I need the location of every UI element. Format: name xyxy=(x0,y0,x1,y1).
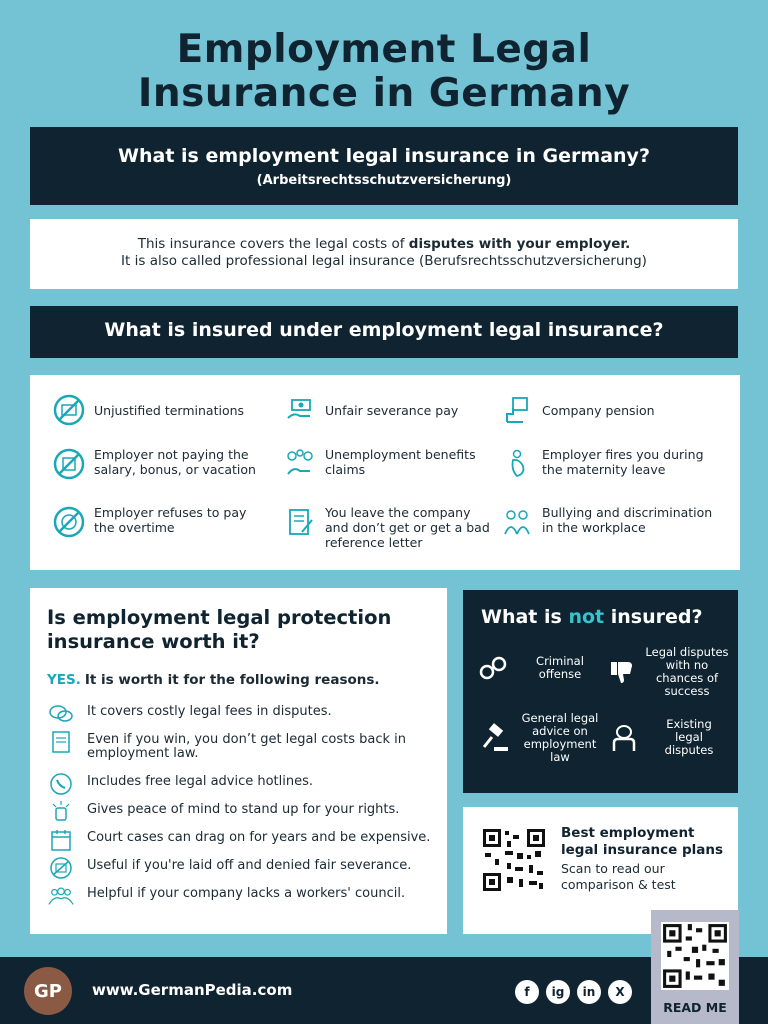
pregnancy-icon xyxy=(500,447,534,481)
worth-box xyxy=(30,588,447,934)
insured-item: Employer refuses to pay the overtime xyxy=(52,505,267,539)
not-insured-item: Criminal offense xyxy=(477,652,599,684)
insured-item: Bullying and discrimination in the workplace xyxy=(500,505,725,539)
reasons-list xyxy=(47,702,442,912)
phone-icon xyxy=(47,772,75,796)
pension-icon xyxy=(500,393,534,427)
insured-grid xyxy=(30,375,740,570)
chat-icon xyxy=(47,702,75,726)
read-me-card[interactable] xyxy=(651,910,739,1024)
gavel-icon xyxy=(479,722,511,754)
list-item: It covers costly legal fees in disputes. xyxy=(47,702,442,730)
not-insured-heading: What is not insured? xyxy=(481,606,703,628)
not-insured-item: Existing legal disputes xyxy=(608,718,724,757)
what-is-heading: What is employment legal insurance in Germany? xyxy=(118,145,650,167)
calendar-icon xyxy=(47,828,75,852)
list-item: Includes free legal advice hotlines. xyxy=(47,772,442,800)
not-insured-item: Legal disputes with no chances of success xyxy=(606,646,732,698)
read-me-label: READ ME xyxy=(663,1000,727,1015)
facebook-icon[interactable]: f xyxy=(515,980,539,1004)
insured-item: Employer not paying the salary, bonus, or vacation xyxy=(52,447,267,481)
insured-item: Unjustified terminations xyxy=(52,393,262,427)
qr-code-icon[interactable] xyxy=(661,922,729,990)
avatar: GP xyxy=(24,967,72,1015)
no-money-icon xyxy=(47,856,75,880)
website-link[interactable]: www.GermanPedia.com xyxy=(92,981,293,999)
what-is-banner xyxy=(30,127,738,205)
no-termination-icon xyxy=(52,393,86,427)
worth-heading: Is employment legal protection insurance worth it? xyxy=(47,606,392,653)
intro-bold: disputes with your employer. xyxy=(408,236,631,252)
no-overtime-icon xyxy=(52,505,86,539)
intro-box: This insurance covers the legal costs of disputes with your employer. It is also called professional legal insurance (Berufsrechtsschutzversicherung) xyxy=(30,219,738,289)
group-icon xyxy=(47,884,75,908)
list-item: Useful if you're laid off and denied fair severance. xyxy=(47,856,442,884)
handcuffs-icon xyxy=(477,652,509,684)
qr-code-icon[interactable] xyxy=(481,827,547,893)
page-title: Employment Legal Insurance in Germany xyxy=(137,27,631,116)
what-is-subheading: (Arbeitsrechtsschutzversicherung) xyxy=(256,173,512,188)
insured-banner xyxy=(30,306,738,358)
benefits-icon xyxy=(283,447,317,481)
bullying-icon xyxy=(500,505,534,539)
plans-heading: Best employment legal insurance plans xyxy=(561,825,724,858)
insured-item: Employer fires you during the maternity leave xyxy=(500,447,720,481)
list-item: Court cases can drag on for years and be expensive. xyxy=(47,828,442,856)
insured-item: Unemployment benefits claims xyxy=(283,447,493,481)
document-icon xyxy=(47,730,75,754)
brain-icon xyxy=(608,722,640,754)
insured-item: You leave the company and don’t get or get a bad reference letter xyxy=(283,505,493,550)
list-item: Even if you win, you don’t get legal costs back in employment law. xyxy=(47,730,442,772)
linkedin-icon[interactable]: in xyxy=(577,980,601,1004)
reference-letter-icon xyxy=(283,505,317,539)
plans-sub: Scan to read our comparison & test xyxy=(561,861,676,892)
thumbs-down-icon xyxy=(606,656,638,688)
money-hand-icon xyxy=(283,393,317,427)
instagram-icon[interactable]: ig xyxy=(546,980,570,1004)
worth-yes-line: YES. It is worth it for the following reasons. xyxy=(47,672,380,688)
list-item: Gives peace of mind to stand up for your rights. xyxy=(47,800,442,828)
insured-item: Company pension xyxy=(500,393,720,427)
x-icon[interactable]: X xyxy=(608,980,632,1004)
insured-heading: What is insured under employment legal insurance? xyxy=(104,319,664,341)
no-salary-icon xyxy=(52,447,86,481)
fist-icon xyxy=(47,800,75,824)
not-insured-item: General legal advice on employment law xyxy=(479,712,601,764)
insured-item: Unfair severance pay xyxy=(283,393,493,427)
list-item: Helpful if your company lacks a workers' council. xyxy=(47,884,442,912)
not-insured-box xyxy=(463,590,738,793)
